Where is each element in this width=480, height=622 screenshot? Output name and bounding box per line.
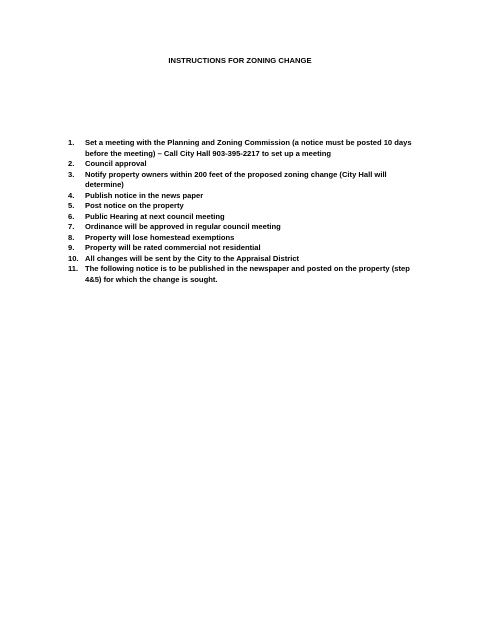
list-item — [68, 212, 422, 223]
step-text: Ordinance will be approved in regular council meeting — [85, 222, 281, 231]
list-item — [68, 191, 422, 202]
step-number: 6. — [68, 211, 75, 221]
list-item — [68, 201, 422, 212]
step-number: 9. — [68, 243, 75, 252]
step-text: Set a meeting with the Planning and Zoning Commission (a notice must be posted 10 days before the meeting) – Call City Hall 903-395-2217 to set up a meeting — [85, 138, 412, 158]
step-text: Notify property owners within 200 feet of the proposed zoning change (City Hall will determine) — [85, 169, 387, 189]
list-item — [68, 264, 422, 285]
step-number: 4. — [68, 190, 75, 200]
step-number: 2. — [68, 159, 75, 168]
list-item — [68, 138, 422, 159]
step-number: 11. — [68, 264, 79, 273]
step-text: Publish notice in the news paper — [85, 190, 204, 200]
list-item — [68, 233, 422, 244]
step-number: 1. — [68, 138, 75, 147]
step-number: 3. — [68, 169, 75, 179]
step-number: 8. — [68, 232, 75, 242]
step-text: Public Hearing at next council meeting — [85, 211, 225, 221]
step-number: 10. — [68, 253, 79, 263]
step-text: Council approval — [85, 159, 147, 168]
list-item — [68, 222, 422, 233]
document-title: INSTRUCTIONS FOR ZONING CHANGE — [168, 56, 312, 65]
list-item — [68, 159, 422, 170]
list-item — [68, 254, 422, 265]
step-text: Property will be rated commercial not residential — [85, 243, 261, 252]
step-text: All changes will be sent by the City to the Appraisal District — [85, 253, 300, 263]
steps-list — [68, 138, 422, 285]
step-text: Post notice on the property — [85, 201, 184, 210]
step-number: 7. — [68, 222, 75, 231]
step-text: Property will lose homestead exemptions — [85, 232, 235, 242]
list-item — [68, 170, 422, 191]
step-text: The following notice is to be published in the newspaper and posted on the property (step 4&5) for which the change is sought. — [85, 264, 410, 284]
step-number: 5. — [68, 201, 75, 210]
list-item — [68, 243, 422, 254]
